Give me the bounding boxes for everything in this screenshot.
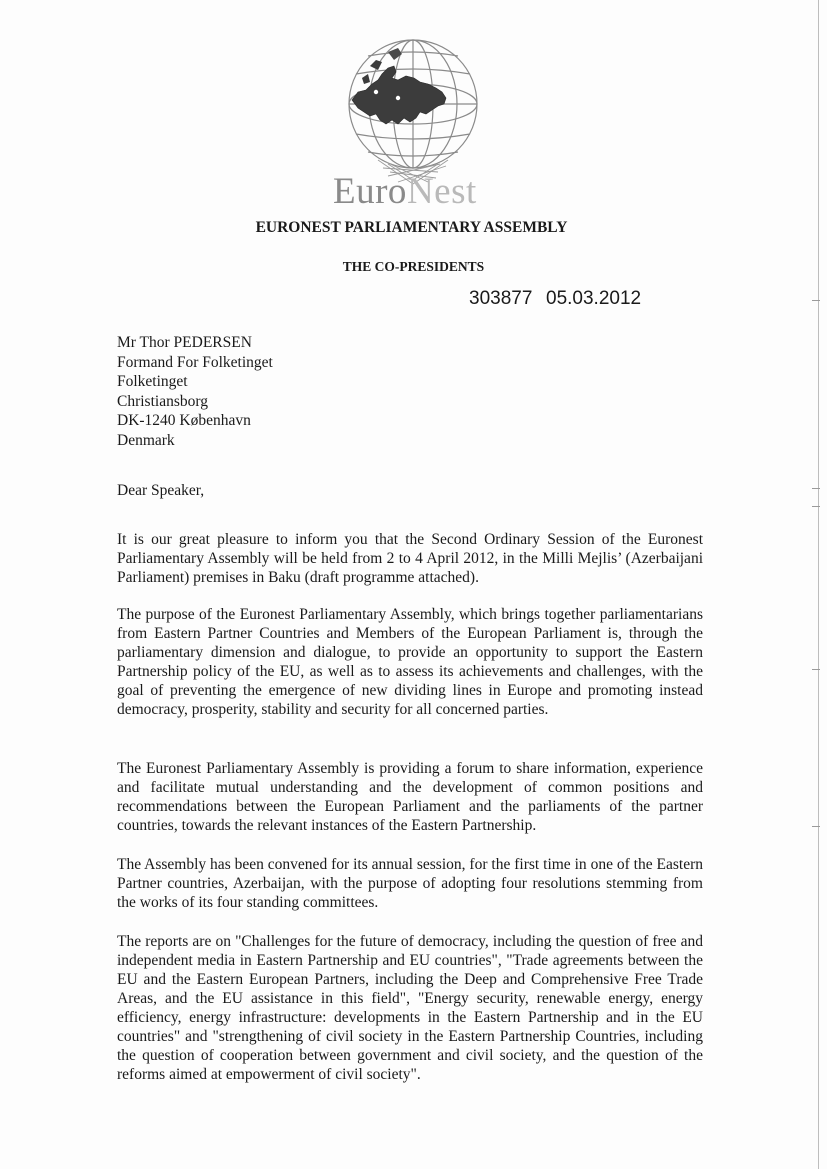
assembly-title: EURONEST PARLIAMENTARY ASSEMBLY <box>255 219 568 236</box>
body-paragraph: It is our great pleasure to inform you that the Second Ordinary Session of the Euronest Parliamentary Assembly will be held from 2 to 4 April 2012, in the Milli Mejlis’ (Azerbaijani Parliament) premises in Baku (draft programme attached). <box>117 531 703 586</box>
recipient-name: Mr Thor PEDERSEN <box>117 334 252 351</box>
body-paragraph: The Euronest Parliamentary Assembly is providing a forum to share information, experience and facilitate mutual understanding and the development of common positions and recommendations between the European Parliament and the parliaments of the partner countries, towards the relevant instances of the Eastern Partnership. <box>117 760 703 834</box>
scan-edge-mark <box>812 826 820 827</box>
wordmark-euro: Euro <box>333 171 407 212</box>
body-paragraph: The reports are on "Challenges for the future of democracy, including the question of free and independent media in Eastern Partnership and EU countries", "Trade agreements between the EU and the Eastern European Partners, including the Deep and Comprehensive Free Trade Areas, and the EU assistance in this field", "Energy security, renewable energy, energy efficiency, energy infrastructure: developments in the Eastern Partnership and in the EU countries" and "strengthening of civil society in the Eastern Partnership Countries, including the question of cooperation between government and civil society, and the question of the reforms aimed at empowerment of civil society". <box>117 933 703 1083</box>
recipient-building: Christiansborg <box>117 392 208 410</box>
scan-edge <box>818 0 819 1169</box>
body-paragraph: The purpose of the Euronest Parliamentary Assembly, which brings together parliamentarians from Eastern Partner Countries and Members of the European Parliament is, through the parliamentary dimension and dialogue, to provide an opportunity to support the Eastern Partnership policy of the EU, as well as to assess its achievements and challenges, with the goal of preventing the emergence of new dividing lines in Europe and promoting instead democracy, prosperity, stability and security for all concerned parties. <box>117 606 703 718</box>
scan-edge-mark <box>812 488 820 489</box>
recipient-city: DK-1240 København <box>117 412 251 430</box>
recipient-address <box>117 333 273 451</box>
wordmark-nest: Nest <box>406 171 477 212</box>
recipient-role: Formand For Folketinget <box>117 353 273 371</box>
scan-edge-mark <box>812 300 820 301</box>
recipient-country: Denmark <box>117 431 175 449</box>
scan-edge-mark <box>812 669 820 670</box>
recipient-organization: Folketinget <box>117 373 188 391</box>
co-presidents-title: THE CO-PRESIDENTS <box>342 259 485 274</box>
scan-edge-mark <box>812 506 820 507</box>
euronest-wordmark <box>333 170 477 213</box>
salutation: Dear Speaker, <box>117 482 205 499</box>
body-paragraph: The Assembly has been convened for its annual session, for the first time in one of the Eastern Partner countries, Azerbaijan, with the purpose of adopting four resolutions stemming from the works of its four standing committees. <box>117 856 703 911</box>
reference-number-stamp: 303877 <box>469 288 533 309</box>
date-stamp: 05.03.2012 <box>546 288 642 309</box>
